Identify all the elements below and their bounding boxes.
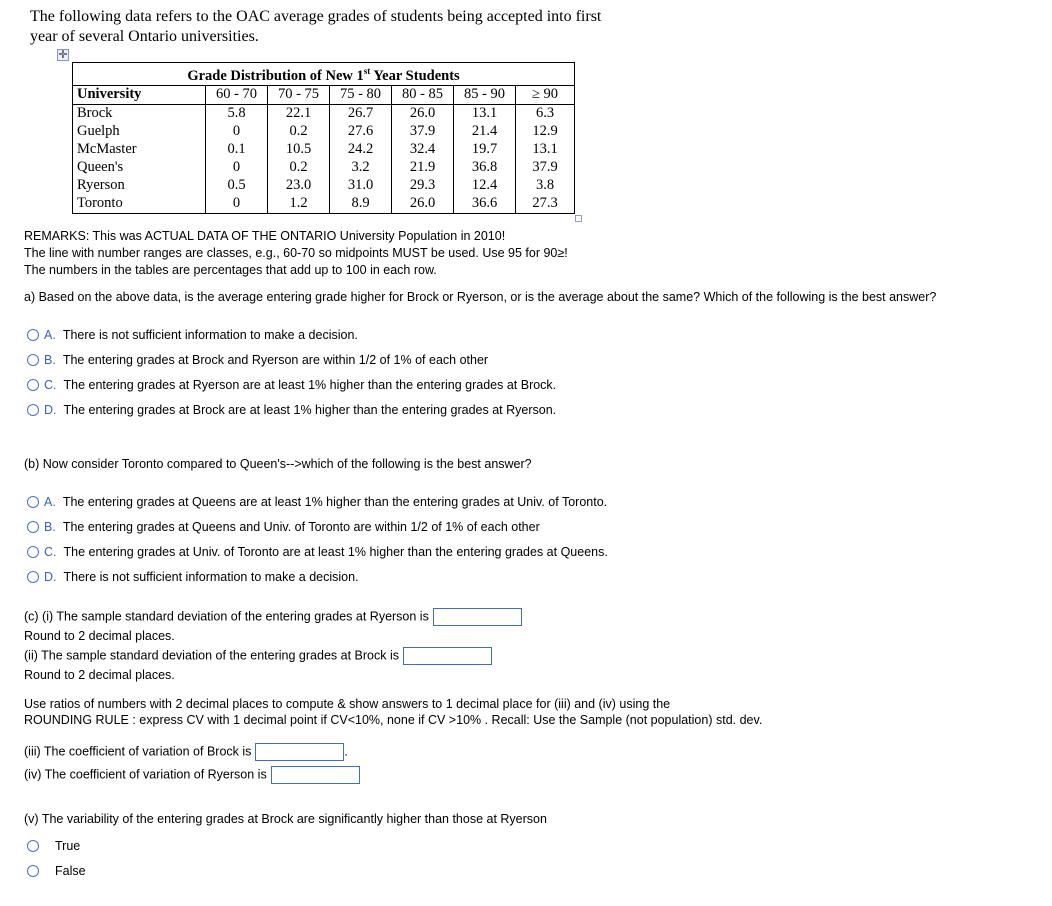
radio-button[interactable] <box>27 571 39 583</box>
header-class: 60 - 70 <box>206 85 268 104</box>
cell: 0.2 <box>268 159 330 177</box>
university-name: McMaster <box>73 141 206 159</box>
university-name: Toronto <box>73 195 206 214</box>
brock-cv-input[interactable] <box>255 743 344 761</box>
remark-line: The numbers in the tables are percentages that add up to 100 in each row. <box>24 263 437 277</box>
cell: 32.4 <box>392 141 454 159</box>
radio-button[interactable] <box>27 865 39 877</box>
round-note: Round to 2 decimal places. <box>24 668 175 682</box>
option-false[interactable]: False <box>27 863 86 879</box>
university-name: Guelph <box>73 123 206 141</box>
cell: 27.6 <box>330 123 392 141</box>
radio-button[interactable] <box>27 496 39 508</box>
ryerson-cv-input[interactable] <box>271 766 360 784</box>
option-a-A[interactable]: A. There is not sufficient information to make a decision. <box>27 327 358 343</box>
radio-button[interactable] <box>27 379 39 391</box>
cell: 8.9 <box>330 195 392 214</box>
cell: 0.5 <box>206 177 268 195</box>
cell: 1.2 <box>268 195 330 214</box>
cell: 19.7 <box>454 141 516 159</box>
cv-instructions-2: ROUNDING RULE : express CV with 1 decimal point if CV<10%, none if CV >10% . Recall: Use the Sample (not population) std. dev. <box>24 713 763 727</box>
radio-button[interactable] <box>27 840 39 852</box>
header-class: ≥ 90 <box>516 85 575 104</box>
radio-button[interactable] <box>27 354 39 366</box>
option-b-C[interactable]: C. The entering grades at Univ. of Toronto are at least 1% higher than the entering grades at Queens. <box>27 544 608 560</box>
header-class: 70 - 75 <box>268 85 330 104</box>
table-move-handle-icon[interactable]: ✛ <box>58 49 68 61</box>
cell: 22.1 <box>268 104 330 123</box>
cell: 6.3 <box>516 104 575 123</box>
table-row <box>73 104 575 123</box>
header-class: 75 - 80 <box>330 85 392 104</box>
cell: 0.1 <box>206 141 268 159</box>
university-name: Brock <box>73 104 206 123</box>
option-a-C[interactable]: C. The entering grades at Ryerson are at least 1% higher than the entering grades at Brock. <box>27 377 556 393</box>
cell: 5.8 <box>206 104 268 123</box>
cell: 3.2 <box>330 159 392 177</box>
radio-button[interactable] <box>27 404 39 416</box>
cell: 21.9 <box>392 159 454 177</box>
question-c-ii: (ii) The sample standard deviation of the entering grades at Brock is <box>24 647 492 665</box>
cell: 12.9 <box>516 123 575 141</box>
cell: 26.0 <box>392 195 454 214</box>
cell: 13.1 <box>454 104 516 123</box>
remarks <box>24 228 568 279</box>
question-v: (v) The variability of the entering grades at Brock are significantly higher than those at Ryerson <box>24 812 547 826</box>
table-row <box>73 123 575 141</box>
cell: 24.2 <box>330 141 392 159</box>
cell: 36.6 <box>454 195 516 214</box>
cell: 21.4 <box>454 123 516 141</box>
header-class: 85 - 90 <box>454 85 516 104</box>
cell: 0 <box>206 123 268 141</box>
university-name: Ryerson <box>73 177 206 195</box>
cell: 26.0 <box>392 104 454 123</box>
table-row <box>73 177 575 195</box>
round-note: Round to 2 decimal places. <box>24 629 175 643</box>
header-class: 80 - 85 <box>392 85 454 104</box>
remark-line: The line with number ranges are classes, e.g., 60-70 so midpoints MUST be used. Use 95 for 90≥! <box>24 246 568 260</box>
cell: 0.2 <box>268 123 330 141</box>
table-title: Grade Distribution of New 1st Year Students <box>73 63 575 86</box>
cell: 26.7 <box>330 104 392 123</box>
option-a-D[interactable]: D. The entering grades at Brock are at least 1% higher than the entering grades at Ryerson. <box>27 402 556 418</box>
remark-line: REMARKS: This was ACTUAL DATA OF THE ONTARIO University Population in 2010! <box>24 229 506 243</box>
header-university: University <box>73 85 206 104</box>
question-c-iii: (iii) The coefficient of variation of Brock is . <box>24 743 348 761</box>
cell: 13.1 <box>516 141 575 159</box>
option-a-B[interactable]: B. The entering grades at Brock and Ryerson are within 1/2 of 1% of each other <box>27 352 488 368</box>
option-true[interactable]: True <box>27 838 80 854</box>
question-b: (b) Now consider Toronto compared to Queen's-->which of the following is the best answer? <box>24 457 532 471</box>
brock-std-dev-input[interactable] <box>403 647 492 665</box>
university-name: Queen's <box>73 159 206 177</box>
cv-instructions-1: Use ratios of numbers with 2 decimal places to compute & show answers to 1 decimal place for (iii) and (iv) using the <box>24 697 671 711</box>
cell: 0 <box>206 159 268 177</box>
cell: 27.3 <box>516 195 575 214</box>
table-row <box>73 195 575 214</box>
cell: 29.3 <box>392 177 454 195</box>
cell: 10.5 <box>268 141 330 159</box>
ryerson-std-dev-input[interactable] <box>433 608 522 626</box>
question-a: a) Based on the above data, is the average entering grade higher for Brock or Ryerson, or is the average about the same? Which of the following is the best answer? <box>24 290 937 304</box>
question-c-i: (c) (i) The sample standard deviation of the entering grades at Ryerson is <box>24 608 522 626</box>
cell: 3.8 <box>516 177 575 195</box>
question-c-iv: (iv) The coefficient of variation of Ryerson is <box>24 766 360 784</box>
cell: 0 <box>206 195 268 214</box>
cell: 37.9 <box>516 159 575 177</box>
cell: 37.9 <box>392 123 454 141</box>
cell: 36.8 <box>454 159 516 177</box>
radio-button[interactable] <box>27 546 39 558</box>
cell: 31.0 <box>330 177 392 195</box>
option-b-D[interactable]: D. There is not sufficient information to make a decision. <box>27 569 359 585</box>
radio-button[interactable] <box>27 521 39 533</box>
intro-text: The following data refers to the OAC average grades of students being accepted into first year of several Ontario universities. <box>30 8 602 45</box>
grade-distribution-table <box>72 62 575 214</box>
option-b-A[interactable]: A. The entering grades at Queens are at least 1% higher than the entering grades at Univ. of Toronto. <box>27 494 607 510</box>
cell: 23.0 <box>268 177 330 195</box>
radio-button[interactable] <box>27 329 39 341</box>
table-resize-handle-icon[interactable] <box>575 215 582 222</box>
option-b-B[interactable]: B. The entering grades at Queens and Univ. of Toronto are within 1/2 of 1% of each other <box>27 519 540 535</box>
table-row <box>73 141 575 159</box>
table-row <box>73 159 575 177</box>
cell: 12.4 <box>454 177 516 195</box>
